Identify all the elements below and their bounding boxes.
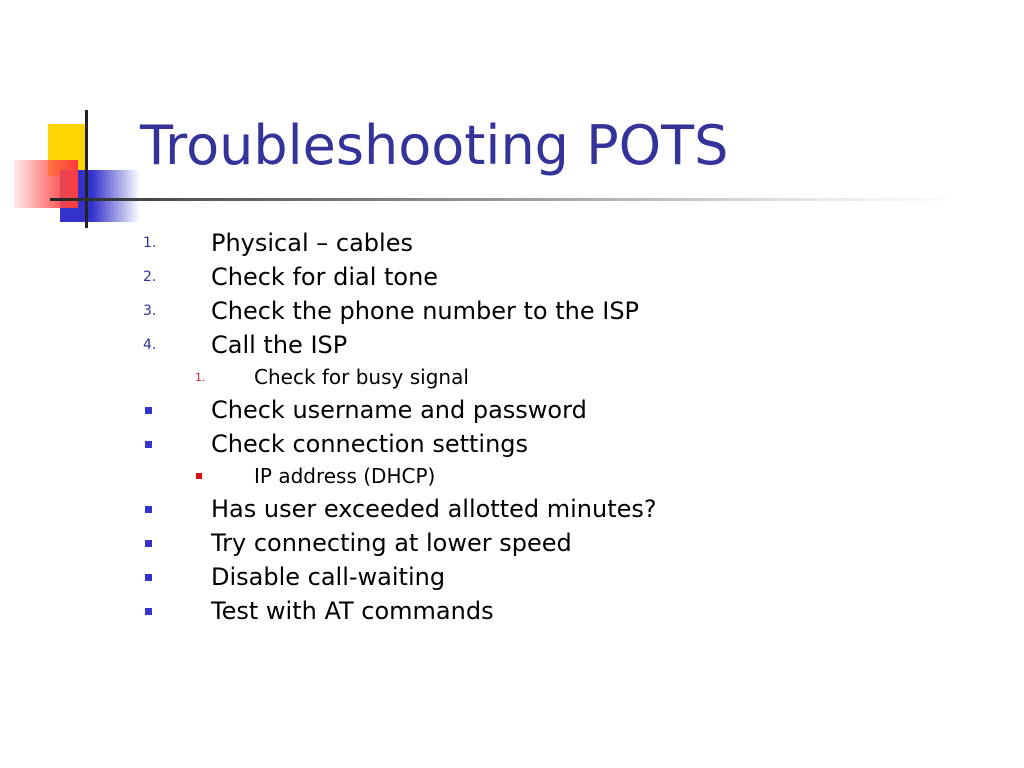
sub-list-item [0,362,1024,393]
sub-list-item [0,461,1024,492]
list-item [0,393,1024,427]
list-item [0,594,1024,628]
bullet-list [0,226,1024,628]
item-text: Test with AT commands [211,597,494,625]
item-number: 1. [195,371,206,384]
list-item [0,560,1024,594]
title-underline [50,198,960,201]
list-item [0,226,1024,260]
list-item [0,492,1024,526]
list-item [0,427,1024,461]
item-text: Check for dial tone [211,263,439,291]
decorative-vertical-line [85,110,88,228]
slide-title: Troubleshooting POTS [140,114,729,177]
square-bullet-icon [196,473,202,479]
list-item [0,260,1024,294]
item-text: Disable call-waiting [211,563,446,591]
square-bullet-icon [145,407,152,414]
item-text: Check connection settings [211,430,529,458]
item-text: Check username and password [211,396,587,424]
list-item [0,526,1024,560]
square-bullet-icon [145,441,152,448]
item-number: 2. [143,269,157,285]
item-text: Call the ISP [211,331,348,359]
item-text: Has user exceeded allotted minutes? [211,495,657,523]
item-text: Physical – cables [211,229,413,257]
item-number: 1. [143,235,157,251]
square-bullet-icon [145,608,152,615]
item-text: IP address (DHCP) [254,464,436,488]
item-text: Check the phone number to the ISP [211,297,640,325]
item-text: Try connecting at lower speed [211,529,572,557]
item-number: 4. [143,337,157,353]
item-text: Check for busy signal [254,365,469,389]
list-item [0,294,1024,328]
list-item [0,328,1024,362]
square-bullet-icon [145,506,152,513]
square-bullet-icon [145,540,152,547]
square-bullet-icon [145,574,152,581]
item-number: 3. [143,303,157,319]
